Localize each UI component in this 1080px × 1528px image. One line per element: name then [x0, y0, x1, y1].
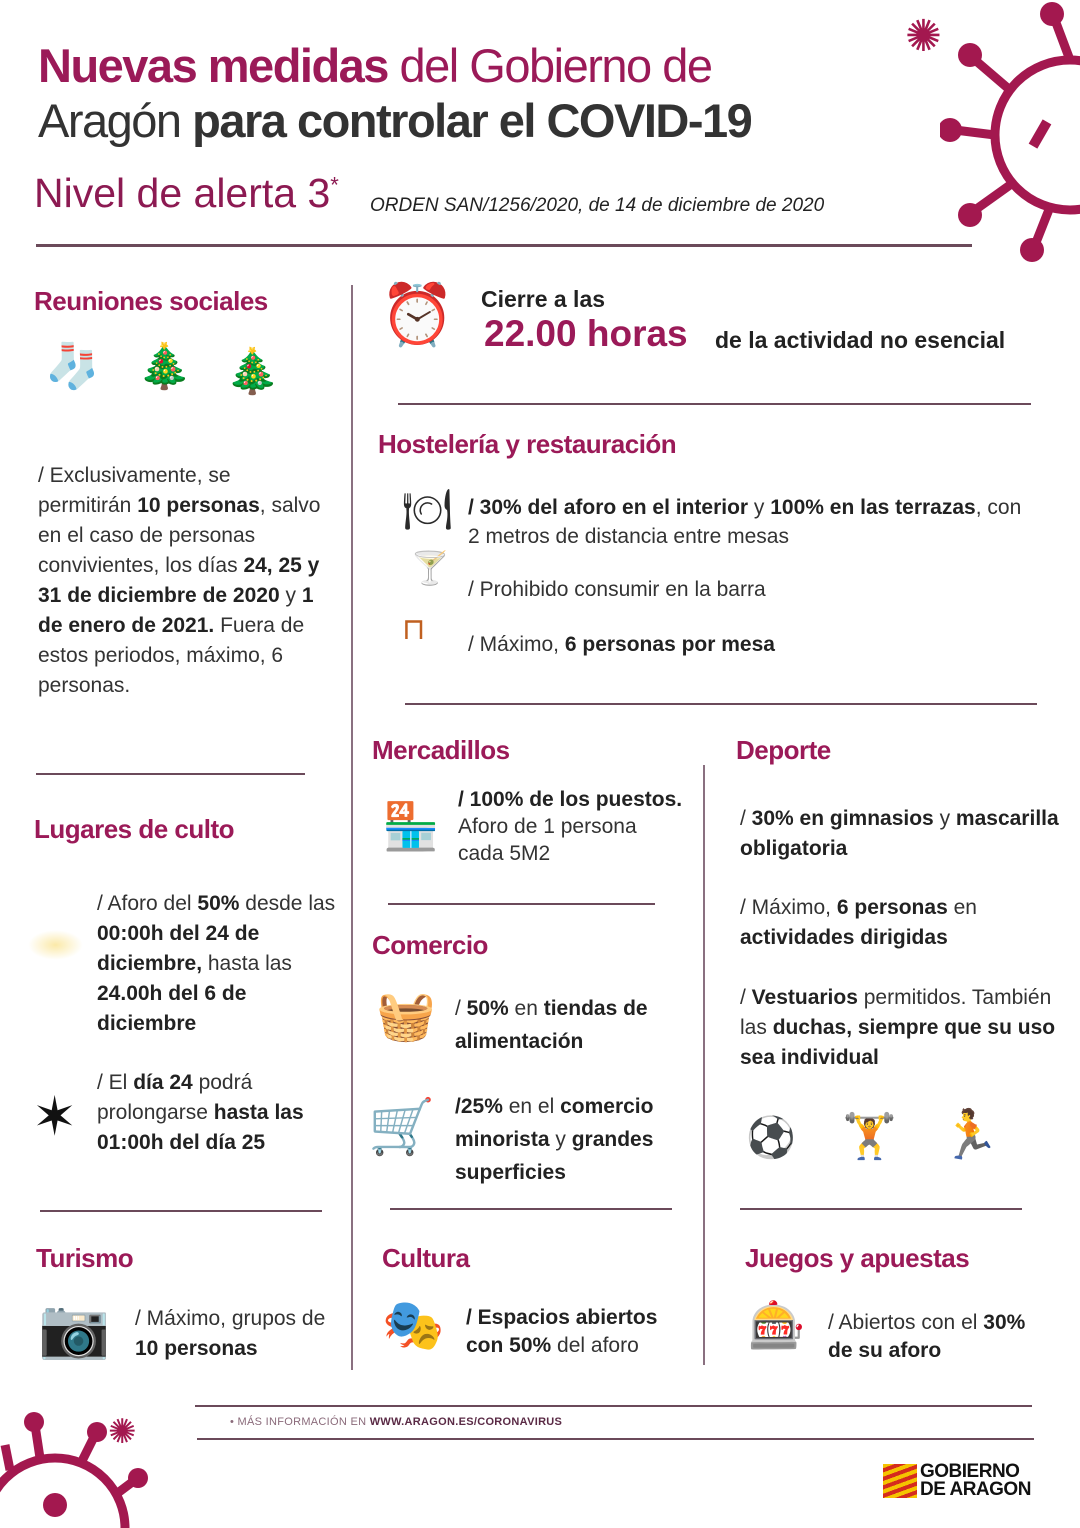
hosteleria-heading: Hostelería y restauración	[378, 429, 677, 459]
text-segment: / El	[97, 1071, 134, 1094]
divider	[40, 1210, 322, 1212]
order-reference: ORDEN SAN/1256/2020, de 14 de diciembre de 2020	[370, 195, 825, 216]
alert-level	[34, 170, 339, 217]
bold-text-segment: mascarilla obligatoria	[740, 807, 1059, 860]
divider	[740, 1208, 1022, 1210]
bold-text-segment: 100% en las terrazas	[770, 496, 976, 519]
bold-text-segment: grandes superficies	[455, 1128, 654, 1184]
text-segment: /	[455, 997, 467, 1020]
text-segment: podrá prolongarse	[97, 1071, 253, 1124]
divider	[388, 903, 655, 905]
text-segment: permitidos. También las	[740, 986, 1052, 1039]
deporte-heading: Deporte	[736, 735, 831, 765]
text-segment: / Máximo,	[468, 633, 565, 656]
table-chairs-icon: ⊓	[402, 613, 426, 646]
reuniones-text	[38, 461, 328, 701]
casino-chips-icon: 🎰	[748, 1299, 806, 1351]
text-segment: en el	[502, 1095, 561, 1118]
bold-text-segment: Vestuarios	[751, 986, 858, 1009]
text-segment: , con 2 metros de distancia entre mesas	[468, 496, 1022, 548]
column-divider	[351, 285, 353, 1370]
title-line-1	[38, 38, 711, 93]
turismo-heading: Turismo	[36, 1243, 134, 1273]
mercadillos-heading: Mercadillos	[372, 735, 510, 765]
bold-text-segment: 24, 25 y 31 de diciembre de 2020	[38, 554, 320, 607]
stocking-icon: 🧦	[45, 342, 100, 391]
divider	[36, 773, 305, 775]
bold-text-segment: / Espacios abiertos con 50%	[466, 1306, 658, 1357]
bold-text-segment: 50%	[466, 997, 509, 1020]
asterisk: *	[330, 172, 339, 198]
text-segment: en	[947, 896, 977, 919]
theater-masks-icon: 🎭	[382, 1297, 445, 1353]
comercio-item	[455, 1090, 700, 1189]
market-stall-icon: 🏪	[382, 800, 440, 852]
footer-divider	[195, 1405, 1032, 1407]
bold-text-segment: hasta las 01:00h del día 25	[97, 1101, 304, 1154]
soccer-ball-icon: ⚽	[746, 1116, 796, 1160]
logo-line1: GOBIERNO	[920, 1461, 1020, 1482]
bold-text-segment: / 30% del aforo en el interior	[468, 496, 749, 519]
shopping-cart-icon: 🛒	[368, 1097, 436, 1157]
cierre-time: 22.00 horas	[484, 313, 688, 354]
cierre-line1: Cierre a las	[481, 286, 606, 312]
more-info: • MÁS INFORMACIÓN EN WWW.ARAGON.ES/CORONAVIRUS	[230, 1416, 563, 1428]
comercio-item	[455, 992, 695, 1058]
hosteleria-item	[468, 630, 968, 660]
culto-text-2	[97, 1068, 337, 1158]
bold-text-segment: comercio minorista	[455, 1095, 654, 1151]
text-segment: desde las	[239, 892, 336, 915]
sparkle-icon	[28, 930, 83, 960]
text-segment: / Máximo,	[740, 896, 837, 919]
small-virus-icon: ✺	[108, 1413, 137, 1451]
more-info-url[interactable]: WWW.ARAGON.ES/CORONAVIRUS	[369, 1416, 563, 1428]
deporte-item	[740, 893, 1060, 953]
runner-icon: 🏃	[940, 1109, 1000, 1162]
juegos-heading: Juegos y apuestas	[745, 1243, 970, 1273]
bold-text-segment: 30% en gimnasios	[751, 807, 934, 830]
serving-tray-icon: 🍽	[402, 488, 453, 532]
juegos-text	[828, 1309, 1028, 1365]
header-divider	[36, 244, 972, 247]
mercadillos-text	[458, 786, 683, 867]
alarm-clock-icon: ⏰	[380, 281, 455, 348]
hosteleria-item	[468, 493, 1038, 551]
comercio-heading: Comercio	[372, 930, 488, 960]
text-segment: y	[748, 496, 771, 519]
bold-text-segment: /25%	[455, 1095, 503, 1118]
text-segment: en	[508, 997, 544, 1020]
text-segment: y	[279, 584, 302, 607]
bold-text-segment: 24.00h del 6 de diciembre	[97, 982, 247, 1035]
culto-text-1	[97, 889, 347, 1039]
bold-text-segment: 50%	[197, 892, 240, 915]
column-divider	[703, 765, 705, 1365]
ornaments-icon: 🎄	[225, 347, 280, 396]
bold-text-segment: día 24	[133, 1071, 193, 1094]
bold-text-segment: / 100% de los puestos.	[458, 788, 683, 811]
bold-text-segment: 30% de su aforo	[828, 1311, 1026, 1362]
star-icon: ✶	[32, 1087, 78, 1147]
gobierno-aragon-logo	[883, 1463, 1031, 1499]
camera-icon: 📷	[38, 1296, 111, 1361]
small-virus-icon: ✺	[905, 12, 942, 61]
divider	[390, 1208, 672, 1210]
text-segment: /	[740, 807, 752, 830]
bold-text-segment: 10 personas	[135, 1337, 258, 1360]
text-segment: y	[549, 1128, 572, 1151]
cierre-rest: de la actividad no esencial	[715, 327, 1006, 353]
title-line-2	[38, 93, 751, 148]
aragon-flag-icon	[883, 1464, 917, 1498]
bold-text-segment: 6 personas por mesa	[564, 633, 775, 656]
text-segment: / Aforo del	[97, 892, 198, 915]
text-segment: Aragón	[38, 94, 193, 147]
hosteleria-item	[468, 575, 968, 605]
footer-divider	[197, 1438, 1034, 1440]
cultura-text	[466, 1304, 696, 1360]
text-segment: / Máximo, grupos de	[135, 1307, 326, 1330]
text-segment: / Abiertos con el	[828, 1311, 984, 1334]
divider	[405, 703, 1037, 705]
text-segment: del aforo	[551, 1334, 639, 1357]
text-segment: / Prohibido consumir en la barra	[468, 578, 766, 601]
text-segment: / Exclusivamente, se permitirán	[38, 464, 231, 517]
bold-text-segment: 6 personas	[836, 896, 948, 919]
virus-decoration-icon	[940, 0, 1080, 265]
weightlifting-icon: 🏋	[842, 1112, 897, 1161]
bold-text-segment: Nuevas medidas	[38, 39, 388, 92]
reuniones-heading: Reuniones sociales	[34, 286, 268, 316]
deporte-item	[740, 804, 1060, 864]
turismo-text	[135, 1304, 335, 1364]
christmas-tree-icon: 🎄	[137, 342, 192, 391]
culto-heading: Lugares de culto	[34, 814, 235, 844]
cocktail-icon: 🍸	[410, 550, 450, 586]
text-segment: Fuera de estos periodos, máximo, 6 personas.	[38, 614, 305, 697]
cultura-heading: Cultura	[382, 1243, 470, 1273]
text-segment: y	[933, 807, 956, 830]
logo-line2: DE ARAGON	[920, 1479, 1031, 1500]
bold-text-segment: actividades dirigidas	[740, 926, 948, 949]
text-segment: hasta las	[202, 952, 292, 975]
text-segment: Aforo de 1 persona cada 5M2	[458, 815, 637, 865]
deporte-item	[740, 983, 1070, 1073]
bold-text-segment: para controlar el COVID-19	[192, 94, 752, 147]
grocery-basket-icon: 🧺	[376, 990, 436, 1043]
text-segment: del Gobierno de	[387, 39, 712, 92]
bold-text-segment: tiendas de alimentación	[455, 997, 648, 1053]
bold-text-segment: 1 de enero de 2021.	[38, 584, 314, 637]
alert-level-text: Nivel de alerta 3	[34, 170, 331, 216]
bold-text-segment: duchas, siempre que su uso sea individual	[740, 1016, 1056, 1069]
text-segment: /	[740, 986, 752, 1009]
bold-text-segment: 10 personas	[137, 494, 260, 517]
more-info-prefix: MÁS INFORMACIÓN EN	[237, 1416, 370, 1428]
bold-text-segment: 00:00h del 24 de diciembre,	[97, 922, 260, 975]
divider	[398, 403, 1031, 405]
text-segment: , salvo en el caso de personas convivientes, los días	[38, 494, 321, 577]
